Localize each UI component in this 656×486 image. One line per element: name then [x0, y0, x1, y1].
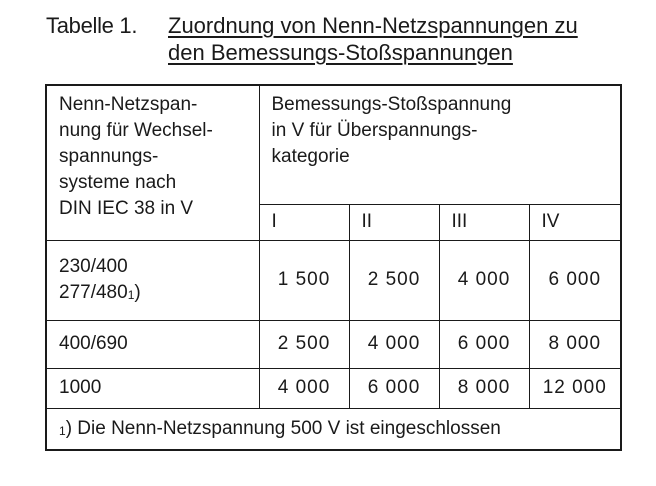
- value-cell: [529, 320, 620, 368]
- value: 4 000: [367, 333, 421, 354]
- value: 6 000: [367, 377, 421, 398]
- footnote-mark: 1: [127, 288, 135, 302]
- value-cell: [259, 320, 349, 368]
- system-voltage: [59, 254, 259, 306]
- value: 2 500: [367, 269, 421, 290]
- footnote-mark-tail: ): [134, 282, 141, 303]
- system-cell: [47, 320, 259, 368]
- value-cell: [349, 320, 439, 368]
- value-cell: [529, 240, 620, 320]
- value: 2 500: [277, 333, 331, 354]
- value: 6 000: [457, 333, 511, 354]
- header-system: Nenn-Netzspan- nung für Wechsel- spannungs- systeme nach DIN IEC 38 in V: [59, 94, 213, 219]
- value-cell: [259, 368, 349, 408]
- category-cell-3: [439, 204, 529, 240]
- footnote-text: ) Die Nenn-Netzspannung 500 V ist eingeschlossen: [65, 417, 501, 439]
- caption-title-line-2: den Bemessungs-Stoßspannungen: [168, 40, 513, 65]
- value-cell: [439, 368, 529, 408]
- value: 4 000: [457, 269, 511, 290]
- footnote: [59, 416, 620, 442]
- table-frame: [45, 84, 622, 451]
- header-system-cell: [47, 86, 259, 240]
- value-cell: [529, 368, 620, 408]
- caption-title-line-1: Zuordnung von Nenn-Netzspannungen zu: [168, 13, 578, 38]
- value-cell: [439, 240, 529, 320]
- system-voltage-text: 230/400 277/480: [59, 256, 128, 303]
- caption-label: Tabelle 1.: [46, 13, 138, 38]
- caption-title: [168, 12, 638, 66]
- category-label: I: [271, 211, 277, 232]
- value: 8 000: [548, 333, 602, 354]
- header-rated-cell: [259, 86, 620, 204]
- voltage-table: [47, 86, 620, 450]
- value: 8 000: [457, 377, 511, 398]
- table-header-row: [47, 86, 620, 204]
- category-cell-4: [529, 204, 620, 240]
- category-label: III: [451, 211, 468, 232]
- table-row: [47, 320, 620, 368]
- category-cell-1: [259, 204, 349, 240]
- category-cell-2: [349, 204, 439, 240]
- value-cell: [259, 240, 349, 320]
- value-cell: [439, 320, 529, 368]
- system-voltage-text: 400/690: [59, 333, 128, 354]
- value-cell: [349, 240, 439, 320]
- table-row: [47, 368, 620, 408]
- system-cell: [47, 240, 259, 320]
- value-cell: [349, 368, 439, 408]
- table-row: [47, 240, 620, 320]
- footnote-mark: 1: [59, 423, 66, 438]
- footnote-row: [47, 408, 620, 449]
- category-label: IV: [541, 211, 560, 232]
- value: 4 000: [277, 377, 331, 398]
- header-rated: Bemessungs-Stoßspannung in V für Überspannungs- kategorie: [271, 94, 512, 167]
- system-cell: [47, 368, 259, 408]
- value: 6 000: [548, 269, 602, 290]
- category-label: II: [361, 211, 373, 232]
- system-voltage-text: 1000: [59, 377, 102, 398]
- value: 1 500: [277, 269, 331, 290]
- footnote-cell: [47, 408, 620, 449]
- value: 12 000: [542, 377, 607, 398]
